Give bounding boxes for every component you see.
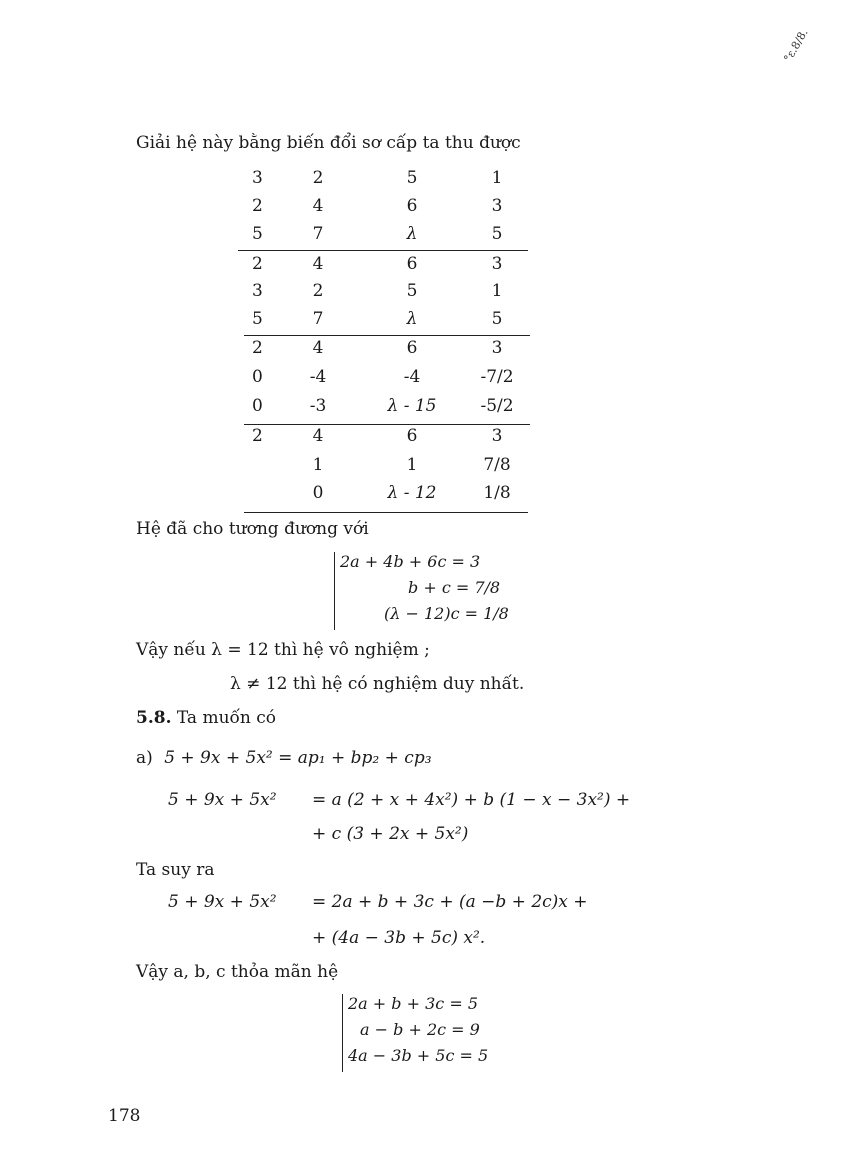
table-cell: 1/8: [483, 483, 511, 503]
conclusion-unique-solution: λ ≠ 12 thì hệ có nghiệm duy nhất.: [230, 674, 525, 694]
table-cell: 2: [252, 426, 263, 446]
intro-line: Giải hệ này bằng biến đổi sơ cấp ta thu được: [136, 133, 521, 153]
table-cell: 1: [406, 455, 418, 475]
table-cell: 6: [406, 254, 418, 274]
table-cell: 3: [491, 254, 503, 274]
table-cell: 5: [406, 168, 418, 188]
table-cell: 0: [252, 367, 263, 387]
table-cell: -3: [309, 396, 327, 416]
page-number: 178: [108, 1106, 141, 1126]
table-cell: λ - 15: [387, 396, 437, 416]
table-cell: 5: [252, 224, 263, 244]
table-cell: 1: [491, 168, 503, 188]
table-cell: 4: [312, 254, 324, 274]
table-cell: λ - 12: [387, 483, 437, 503]
table-cell: 0: [312, 483, 324, 503]
table-cell: 5: [491, 309, 503, 329]
system-brace: [334, 552, 335, 630]
table-cell: 4: [312, 196, 324, 216]
table-cell: 7/8: [483, 455, 511, 475]
abc-line: Vậy a, b, c thỏa mãn hệ: [136, 962, 339, 982]
table-cell: 6: [406, 338, 418, 358]
table-cell: -5/2: [480, 396, 514, 416]
system-brace: [342, 994, 343, 1072]
table-cell: 2: [252, 196, 263, 216]
table-cell: 4: [312, 338, 324, 358]
table-cell: -4: [309, 367, 327, 387]
section-text: Ta muốn có: [176, 708, 277, 728]
table-cell: 2: [312, 281, 324, 301]
table-cell: 1: [312, 455, 324, 475]
equation-a1: [136, 750, 432, 767]
equation-a2-lhs: 5 + 9x + 5x²: [168, 790, 277, 810]
table-cell: 3: [252, 281, 263, 301]
equation-a3: + c (3 + 2x + 5x²): [312, 824, 469, 844]
system1-eq2: b + c = 7/8: [408, 578, 501, 597]
system2-eq1: 2a + b + 3c = 5: [348, 994, 479, 1013]
equation-a2-rhs: = a (2 + x + 4x²) + b (1 − x − 3x²) +: [312, 790, 631, 810]
corner-mark: °ɛ.8/8.: [781, 26, 811, 65]
system1-eq1: 2a + 4b + 6c = 3: [340, 552, 481, 571]
table-cell: 3: [491, 196, 503, 216]
eq-a1-body: 5 + 9x + 5x² = ap₁ + bp₂ + cp₃: [164, 748, 432, 768]
system1-eq3: (λ − 12)c = 1/8: [384, 604, 509, 623]
table-cell: -7/2: [480, 367, 514, 387]
table-cell: 6: [406, 426, 418, 446]
table-cell: 5: [491, 224, 503, 244]
suy-ra-line: Ta suy ra: [136, 860, 215, 880]
table-cell: 0: [252, 396, 263, 416]
table-divider: [244, 424, 530, 425]
system2-eq3: 4a − 3b + 5c = 5: [348, 1046, 489, 1065]
table-cell: 5: [406, 281, 418, 301]
table-cell: 5: [252, 309, 263, 329]
equation-b1-lhs: 5 + 9x + 5x²: [168, 892, 277, 912]
table-cell: 3: [491, 338, 503, 358]
table-cell: 3: [252, 168, 263, 188]
table-cell: 6: [406, 196, 418, 216]
table-cell: λ: [406, 309, 418, 329]
table-cell: 7: [312, 224, 324, 244]
table-cell: 2: [312, 168, 324, 188]
table-divider: [244, 512, 528, 513]
table-cell: 2: [252, 338, 263, 358]
system2-eq2: a − b + 2c = 9: [360, 1020, 480, 1039]
table-divider: [238, 250, 528, 251]
section-heading: [136, 710, 276, 727]
table-cell: λ: [406, 224, 418, 244]
table-cell: 7: [312, 309, 324, 329]
equation-b1-rhs: = 2a + b + 3c + (a −b + 2c)x +: [312, 892, 588, 912]
table-divider: [244, 335, 530, 336]
conclusion-no-solution: Vậy nếu λ = 12 thì hệ vô nghiệm ;: [136, 640, 430, 660]
table-cell: 3: [491, 426, 503, 446]
equation-b2: + (4a − 3b + 5c) x².: [312, 928, 486, 948]
section-number: 5.8.: [136, 708, 172, 728]
table-cell: -4: [403, 367, 421, 387]
table-cell: 4: [312, 426, 324, 446]
table-cell: 1: [491, 281, 503, 301]
eq-a-label: a): [136, 748, 153, 768]
table-cell: 2: [252, 254, 263, 274]
equivalence-line: Hệ đã cho tương đương với: [136, 519, 369, 539]
